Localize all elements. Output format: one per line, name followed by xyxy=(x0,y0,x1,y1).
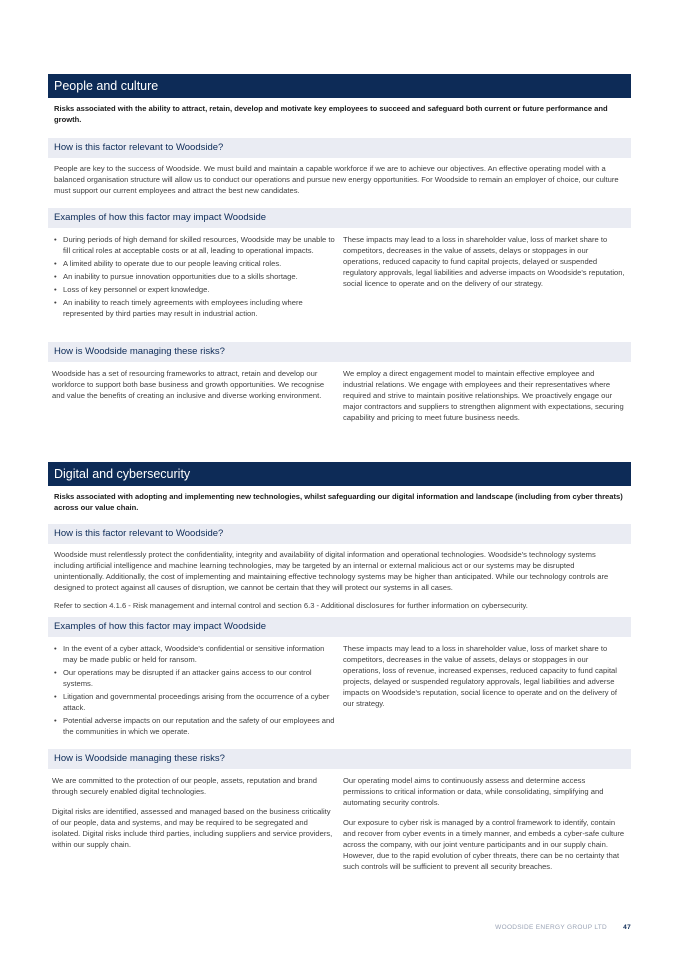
people-managing-heading: How is Woodside managing these risks? xyxy=(48,342,631,362)
people-intro: Risks associated with the ability to attract, retain, develop and motivate key employees to succeed and safeguard both current or future performance and growth. xyxy=(54,104,608,124)
list-item: • An inability to pursue innovation opportunities due to a skills shortage. xyxy=(52,271,336,282)
list-item: • In the event of a cyber attack, Woodside's confidential or sensitive information may be made public or held for ransom. xyxy=(52,643,336,665)
people-impact-left xyxy=(52,234,336,342)
digital-managing-right-para: Our operating model aims to continuously assess and determine access permissions to critical information or data, while consolidating, simplifying and automating security controls. xyxy=(343,776,604,807)
people-managing-left xyxy=(52,368,336,423)
digital-intro: Risks associated with adopting and implementing new technologies, whilst safeguarding our digital information and landscape (including from cyber threats) across our value chain. xyxy=(54,492,623,512)
digital-managing-right-para: Our exposure to cyber risk is managed by a control framework to identify, contain and recover from cyber events in a timely manner, and embeds a cyber-safe culture across the company, with our joint venture participants and in our supply chain. However, due to the rapid evolution of cyber threats, there can be no certainty that such controls will be sufficient to prevent all security breaches. xyxy=(343,818,625,871)
digital-cybersecurity-section xyxy=(48,462,631,872)
digital-relevance-reference: Refer to section 4.1.6 - Risk management and internal control and section 6.3 - Additional disclosures for further information on cybersecurity. xyxy=(54,601,528,610)
digital-managing-left-para: Digital risks are identified, assessed and managed based on the business criticality of our people, data and systems, and may be required to be segregated and isolated. Digital risks include third parties, including suppliers and service providers, within our supply chain. xyxy=(52,807,333,849)
digital-impact-list xyxy=(52,643,336,737)
people-culture-section xyxy=(48,74,631,423)
list-item: • Loss of key personnel or expert knowledge. xyxy=(52,284,336,295)
page-content xyxy=(48,74,631,871)
page-footer xyxy=(495,924,631,931)
people-relevance-text: People are key to the success of Woodside. We must build and maintain a capable workforce if we are to achieve our objectives. An effective operating model with a balanced organisation structure will allow us to conduct our operations and pursue new energy opportunities. For Woodside to remain an employer of choice, our culture must support our current employees and attract the best new candidates. xyxy=(54,164,619,195)
digital-relevance-text: Woodside must relentlessly protect the confidentiality, integrity and availability of digital information and operational technologies. Woodside's technology systems including artificial intelligence and machine learning technologies, may be targeted by an internal or external malicious act or our systems may be disrupted unintentionally. Additionally, the cost of implementing and maintaining effective technology systems may be higher than anticipated. While our technology controls are designed to protect against all causes of disruption, we cannot be certain that they will protect our systems in all cases. xyxy=(54,550,609,592)
footer-company-name: WOODSIDE ENERGY GROUP LTD xyxy=(495,924,608,931)
digital-managing-left-para: We are committed to the protection of our people, assets, reputation and brand through securely enabled digital technologies. xyxy=(52,776,317,796)
list-item: • An inability to reach timely agreements with employees including where represented by third parties may result in industrial action. xyxy=(52,297,336,319)
digital-impact-heading: Examples of how this factor may impact Woodside xyxy=(48,617,631,637)
people-managing-right-text: We employ a direct engagement model to maintain effective employee and industrial relations. We engage with employees and their representatives where required and strive to maintain positive relationships. We proactively engage our major contractors and suppliers to strengthen alignment with expectations, securing capability and pricing to meet future business needs. xyxy=(343,369,624,422)
digital-section-title: Digital and cybersecurity xyxy=(48,462,631,486)
list-item: • Potential adverse impacts on our reputation and the safety of our employees and the communities in which we operate. xyxy=(52,715,336,737)
people-impact-columns xyxy=(48,228,631,342)
digital-impact-consequences: These impacts may lead to a loss in shareholder value, loss of market share to competitors, decreases in the value of assets, delays or stoppages in our operations, loss of revenue, increased expenses, reduced capacity to fund capital projects, delayed or suspended regulatory approvals, legal liabilities and adverse impacts on Woodside's reputation, social licence to operate and on the delivery of our strategy. xyxy=(343,644,618,708)
people-managing-left-text: Woodside has a set of resourcing frameworks to attract, retain and develop our workforce to support both base business and growth opportunities. We recognise and value the benefits of creating an inclusive and diverse working environment. xyxy=(52,369,325,400)
digital-impact-columns xyxy=(48,637,631,749)
people-impact-heading: Examples of how this factor may impact Woodside xyxy=(48,208,631,228)
digital-relevance-heading: How is this factor relevant to Woodside? xyxy=(48,524,631,544)
people-impact-list xyxy=(52,234,336,319)
digital-managing-heading: How is Woodside managing these risks? xyxy=(48,749,631,769)
digital-impact-left xyxy=(52,643,336,749)
page-number: 47 xyxy=(623,924,631,931)
digital-impact-right xyxy=(343,643,625,749)
digital-managing-left xyxy=(52,775,336,872)
people-impact-right xyxy=(343,234,625,342)
people-managing-right xyxy=(343,368,625,423)
digital-managing-right xyxy=(343,775,625,872)
list-item: • Litigation and governmental proceedings arising from the occurrence of a cyber attack. xyxy=(52,691,336,713)
people-managing-columns xyxy=(48,362,631,423)
digital-managing-columns xyxy=(48,769,631,872)
list-item: • During periods of high demand for skilled resources, Woodside may be unable to fill critical roles at acceptable costs or at all, leading to operational impacts. xyxy=(52,234,336,256)
list-item: • A limited ability to operate due to our people leaving critical roles. xyxy=(52,258,336,269)
people-section-title: People and culture xyxy=(48,74,631,98)
people-relevance-heading: How is this factor relevant to Woodside? xyxy=(48,138,631,158)
people-impact-consequences: These impacts may lead to a loss in shareholder value, loss of market share to competitors, decreases in the value of assets, delays or stoppages in our operations, reduced capacity to fund capital projects, delayed or suspended regulatory approvals, legal liabilities and adverse impacts on Woodside's reputation, social licence to operate and on the delivery of our strategy. xyxy=(343,235,625,288)
list-item: • Our operations may be disrupted if an attacker gains access to our control systems. xyxy=(52,667,336,689)
